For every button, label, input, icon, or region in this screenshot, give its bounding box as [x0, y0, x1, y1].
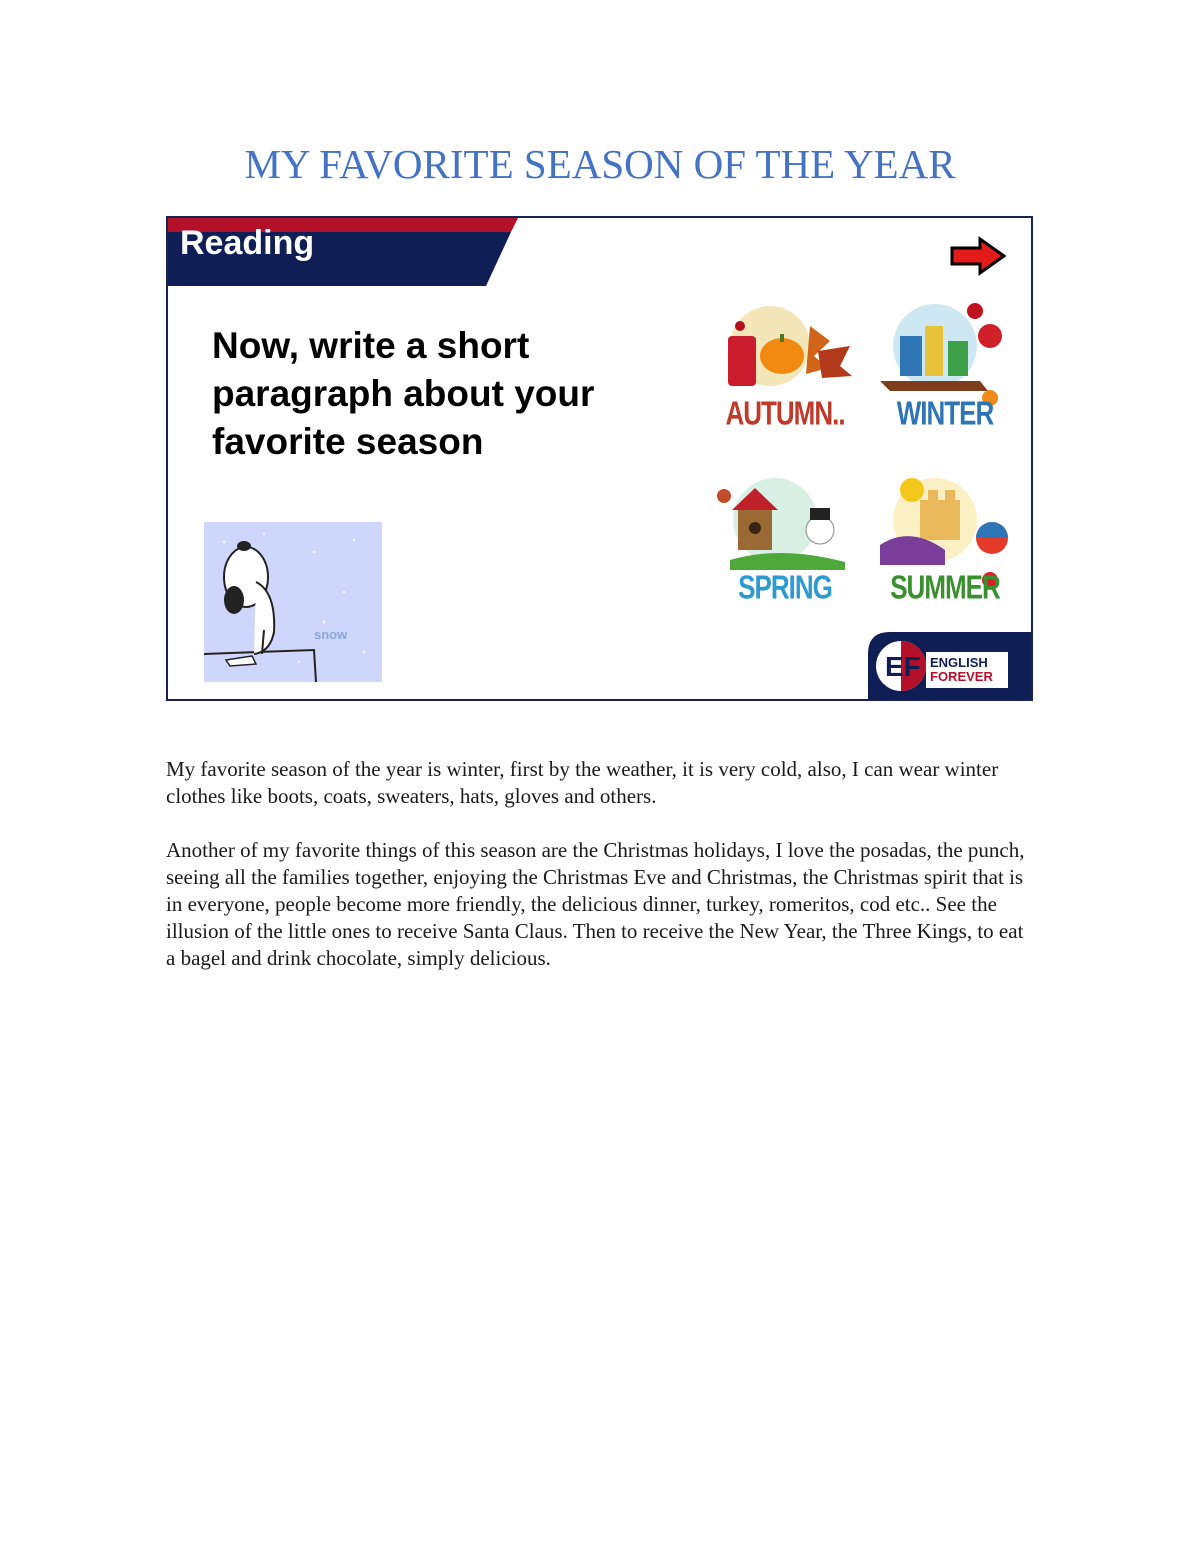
winter-label: WINTER: [896, 393, 994, 433]
english-forever-logo: [868, 632, 1031, 699]
season-spring: [710, 470, 860, 610]
right-arrow-icon[interactable]: [950, 236, 1006, 276]
autumn-label: AUTUMN..: [725, 393, 845, 433]
summer-label: SUMMER: [890, 567, 1000, 607]
reading-slide: [166, 216, 1033, 701]
document-body: [166, 756, 1036, 972]
season-autumn: [710, 296, 860, 436]
writing-prompt: Now, write a short paragraph about your favorite season: [212, 325, 595, 462]
snoopy-caption: snow: [314, 627, 348, 642]
spring-label: SPRING: [738, 567, 832, 607]
logo-line2: FOREVER: [930, 669, 993, 684]
paragraph-1: My favorite season of the year is winter, first by the weather, it is very cold, also, I can wear winter clothes like boots, coats, sweaters, hats, gloves and others.: [166, 757, 999, 808]
logo-line1: ENGLISH: [930, 655, 988, 670]
logo-mark: EF: [885, 651, 921, 682]
season-summer: [870, 470, 1020, 610]
season-winter: [870, 296, 1020, 436]
banner-label: Reading: [180, 224, 315, 262]
paragraph-2: Another of my favorite things of this season are the Christmas holidays, I love the posadas, the punch, seeing all the families together, enjoying the Christmas Eve and Christmas, the Christmas spirit that is in everyone, people become more friendly, the delicious dinner, turkey, romeritos, cod etc.. See the illusion of the little ones to receive Santa Claus. Then to receive the New Year, the Three Kings, to eat a bagel and drink chocolate, simply delicious.: [166, 838, 1025, 970]
page-title: MY FAVORITE SEASON OF THE YEAR: [244, 141, 956, 187]
snoopy-snow-image: [204, 522, 382, 682]
